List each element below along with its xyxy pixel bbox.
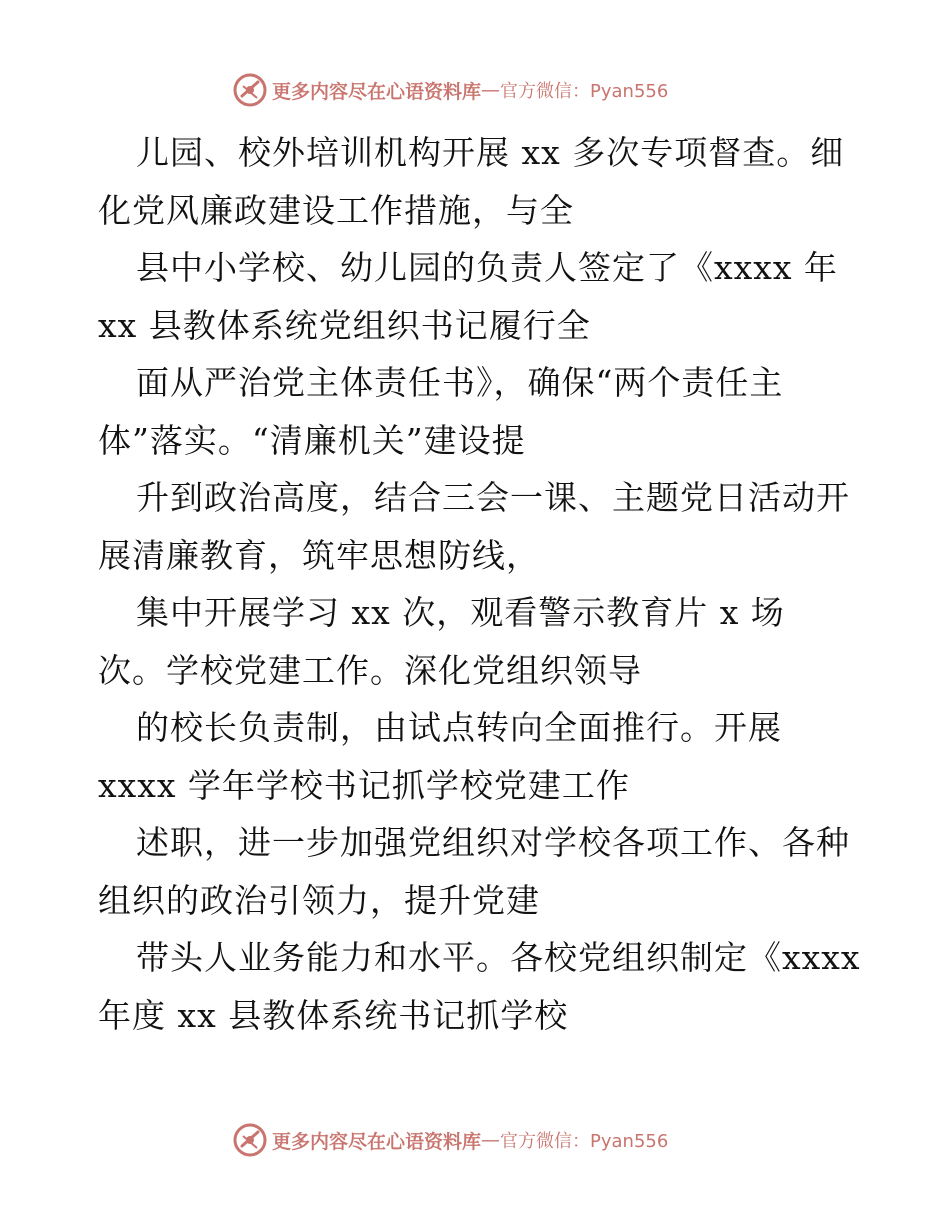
body-line: 面从严治党主体责任书》，确保“两个责任主 xyxy=(136,363,784,402)
document-body xyxy=(98,124,861,1044)
body-line: 体”落实。“清廉机关”建设提 xyxy=(98,420,526,460)
header-promo-text: 更多内容尽在心语资料库 xyxy=(272,80,482,103)
footer-wechat-text: 官方微信：Pyan556 xyxy=(500,1131,669,1152)
body-line: 展清廉教育，筑牢思想防线， xyxy=(98,535,540,575)
body-line: 的校长负责制，由试点转向全面推行。开展 xyxy=(136,708,782,747)
footer-promo-text: 更多内容尽在心语资料库 xyxy=(272,1130,482,1153)
body-line: 升到政治高度，结合三会一课、主题党日活动开 xyxy=(136,478,850,517)
header-banner xyxy=(232,70,712,110)
body-line: 带头人业务能力和水平。各校党组织制定《xxxx xyxy=(136,938,861,977)
body-line: 年度 xx 县教体系统书记抓学校 xyxy=(98,995,569,1035)
body-line: 化党风廉政建设工作措施，与全 xyxy=(98,190,574,230)
footer-banner xyxy=(232,1120,712,1160)
body-line: 集中开展学习 xx 次，观看警示教育片 x 场 xyxy=(136,593,785,632)
footer-separator: — xyxy=(481,1129,501,1151)
brand-logo-icon xyxy=(232,72,268,108)
brand-logo-icon xyxy=(232,1122,268,1158)
header-wechat-text: 官方微信：Pyan556 xyxy=(500,81,669,102)
body-line: xx 县教体系统党组织书记履行全 xyxy=(98,305,591,345)
body-line: xxxx 学年学校书记抓学校党建工作 xyxy=(98,765,630,805)
body-line: 次。学校党建工作。深化党组织领导 xyxy=(98,650,642,690)
body-line: 县中小学校、幼儿园的负责人签定了《xxxx 年 xyxy=(136,248,838,287)
header-separator: — xyxy=(481,79,501,101)
body-line: 组织的政治引领力，提升党建 xyxy=(98,880,540,920)
body-line: 述职，进一步加强党组织对学校各项工作、各种 xyxy=(136,823,850,862)
body-line: 儿园、校外培训机构开展 xx 多次专项督查。细 xyxy=(136,133,845,172)
